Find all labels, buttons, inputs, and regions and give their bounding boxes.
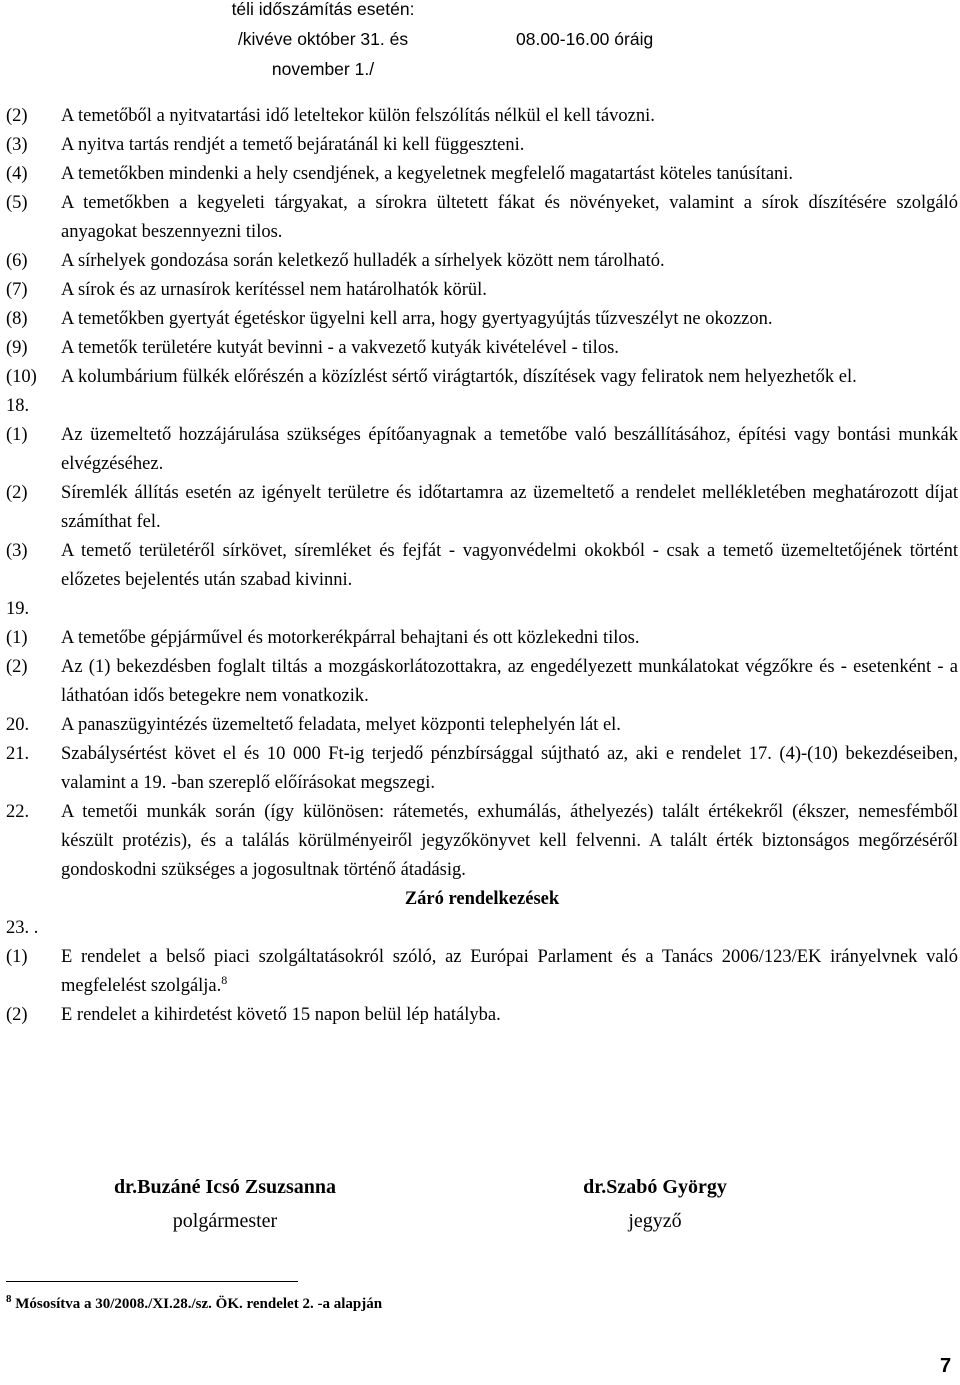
paragraph-number: (9)	[6, 338, 28, 358]
paragraph-text: Síremlék állítás esetén az igényelt területre és időtartamra az üzemeltető a rendelet mellékletében meghatározott díjat számíthat fel.	[61, 483, 958, 532]
signature-notary	[540, 1170, 770, 1238]
closing-provisions-heading: Záró rendelkezések	[404, 889, 560, 909]
signature-mayor	[80, 1170, 370, 1238]
paragraph-number: (10)	[6, 367, 37, 387]
paragraph	[6, 276, 958, 305]
paragraph	[6, 479, 958, 537]
footnote-text: Mósosítva a 30/2008./XI.28./sz. ÖK. rendelet 2. -a alapján	[15, 1296, 383, 1312]
paragraph-number: (2)	[6, 657, 28, 677]
paragraph-number: (5)	[6, 193, 28, 213]
footnote-number: 8	[6, 1293, 12, 1305]
section-21	[6, 740, 958, 798]
paragraph	[6, 160, 958, 189]
paragraph	[6, 624, 958, 653]
paragraph-text: E rendelet a belső piaci szolgáltatásokról szóló, az Európai Parlament és a Tanács 2006/123/EK irányelvnek való megfelelést szolgálja.	[61, 947, 958, 996]
section-text: A panaszügyintézés üzemeltető feladata, melyet központi telephelyén lát el.	[61, 715, 621, 735]
mayor-name: dr.Buzáné Icsó Zsuzsanna	[113, 1176, 337, 1198]
regulation-body	[6, 102, 958, 1030]
paragraph-number: (6)	[6, 251, 28, 271]
winter-time-line2: /kivéve október 31. és	[237, 29, 409, 49]
paragraph-text: A temetőkben a kegyeleti tárgyakat, a sírokra ültetett fákat és növényeket, valamint a sírok díszítésére szolgáló anyagokat beszennyezni tilos.	[61, 193, 958, 242]
paragraph	[6, 943, 958, 1001]
winter-time-line1: téli időszámítás esetén:	[231, 0, 415, 19]
paragraph-text: A temetőkben gyertyát égetéskor ügyelni kell arra, hogy gyertyagyújtás tűzveszélyt ne okozzon.	[61, 309, 773, 329]
section-number: 22.	[6, 802, 30, 822]
paragraph-text: A temetőből a nyitvatartási idő leteltekor külön felszólítás nélkül el kell távozni.	[61, 106, 655, 126]
paragraph	[6, 131, 958, 160]
winter-opening-hours: 08.00-16.00 óráig	[516, 29, 654, 49]
section-22	[6, 798, 958, 885]
paragraph-text: Az üzemeltető hozzájárulása szükséges építőanyagnak a temetőbe való beszállításához, építési vagy bontási munkák elvégzéséhez.	[61, 425, 958, 474]
paragraph-number: (1)	[6, 947, 28, 967]
section-18-heading: 18.	[6, 396, 30, 416]
paragraph-number: (1)	[6, 425, 28, 445]
paragraph-text: A nyitva tartás rendjét a temető bejáratánál ki kell függeszteni.	[61, 135, 525, 155]
page-number: 7	[940, 1355, 952, 1377]
paragraph	[6, 102, 958, 131]
mayor-title: polgármester	[172, 1210, 278, 1232]
paragraph	[6, 1001, 958, 1030]
section-23-heading: 23. .	[6, 918, 39, 938]
paragraph	[6, 334, 958, 363]
footnote-separator	[6, 1281, 298, 1282]
paragraph	[6, 189, 958, 247]
section-number: 20.	[6, 715, 30, 735]
paragraph-number: (8)	[6, 309, 28, 329]
section-text: A temetői munkák során (így különösen: rátemetés, exhumálás, áthelyezés) talált értékekről (ékszer, nemesfémből készült protézis), és a találás körülményeiről jegyzőkönyvet kell felvenni. A talált érték biztonságos megőrzéséről gondoskodni szükséges a jogosultnak történő átadásig.	[61, 802, 958, 880]
footnote	[6, 1292, 382, 1316]
paragraph-text: A temetőbe gépjárművel és motorkerékpárral behajtani és ott közlekedni tilos.	[61, 628, 640, 648]
paragraph-text: A temető területéről sírkövet, síremléket és fejfát - vagyonvédelmi okokból - csak a temető üzemeltetőjének történt előzetes bejelentés után szabad kivinni.	[61, 541, 958, 590]
paragraph-number: (1)	[6, 628, 28, 648]
paragraph	[6, 537, 958, 595]
paragraph	[6, 363, 958, 392]
notary-title: jegyző	[628, 1210, 682, 1232]
paragraph	[6, 305, 958, 334]
paragraph-number: (2)	[6, 1005, 28, 1025]
paragraph-text: Az (1) bekezdésben foglalt tiltás a mozgáskorlátozottakra, az engedélyezett munkálatokat végzőkre és - esetenként - a láthatóan idős betegekre nem vonatkozik.	[61, 657, 958, 706]
paragraph-number: (7)	[6, 280, 28, 300]
paragraph-number: (2)	[6, 483, 28, 503]
paragraph-text: A kolumbárium fülkék előrészén a közízlést sértő virágtartók, díszítések vagy feliratok nem helyezhetők el.	[61, 367, 857, 387]
winter-time-line3: november 1./	[271, 59, 375, 79]
footnote-reference[interactable]: 8	[221, 972, 228, 987]
paragraph-text: E rendelet a kihirdetést követő 15 napon belül lép hatályba.	[61, 1005, 501, 1025]
paragraph-text: A temetők területére kutyát bevinni - a vakvezető kutyák kivételével - tilos.	[61, 338, 619, 358]
paragraph-text: A sírhelyek gondozása során keletkező hulladék a sírhelyek között nem tárolható.	[61, 251, 665, 271]
section-text: Szabálysértést követ el és 10 000 Ft-ig terjedő pénzbírsággal sújtható az, aki e rendelet 17. (4)-(10) bekezdéseiben, valamint a 19. -ban szereplő előírásokat megszegi.	[61, 744, 958, 793]
paragraph-text: A sírok és az urnasírok kerítéssel nem határolhatók körül.	[61, 280, 487, 300]
paragraph-text-with-footnote	[61, 943, 958, 1001]
notary-name: dr.Szabó György	[583, 1176, 727, 1198]
paragraph-number: (4)	[6, 164, 28, 184]
paragraph	[6, 247, 958, 276]
paragraph-text: A temetőkben mindenki a hely csendjének, a kegyeletnek megfelelő magatartást köteles tanúsítani.	[61, 164, 794, 184]
paragraph-number: (3)	[6, 541, 28, 561]
section-20	[6, 711, 958, 740]
paragraph	[6, 421, 958, 479]
winter-time-label	[223, 0, 423, 84]
paragraph-number: (3)	[6, 135, 28, 155]
section-number: 21.	[6, 744, 30, 764]
section-19-heading: 19.	[6, 599, 30, 619]
paragraph	[6, 653, 958, 711]
paragraph-number: (2)	[6, 106, 28, 126]
